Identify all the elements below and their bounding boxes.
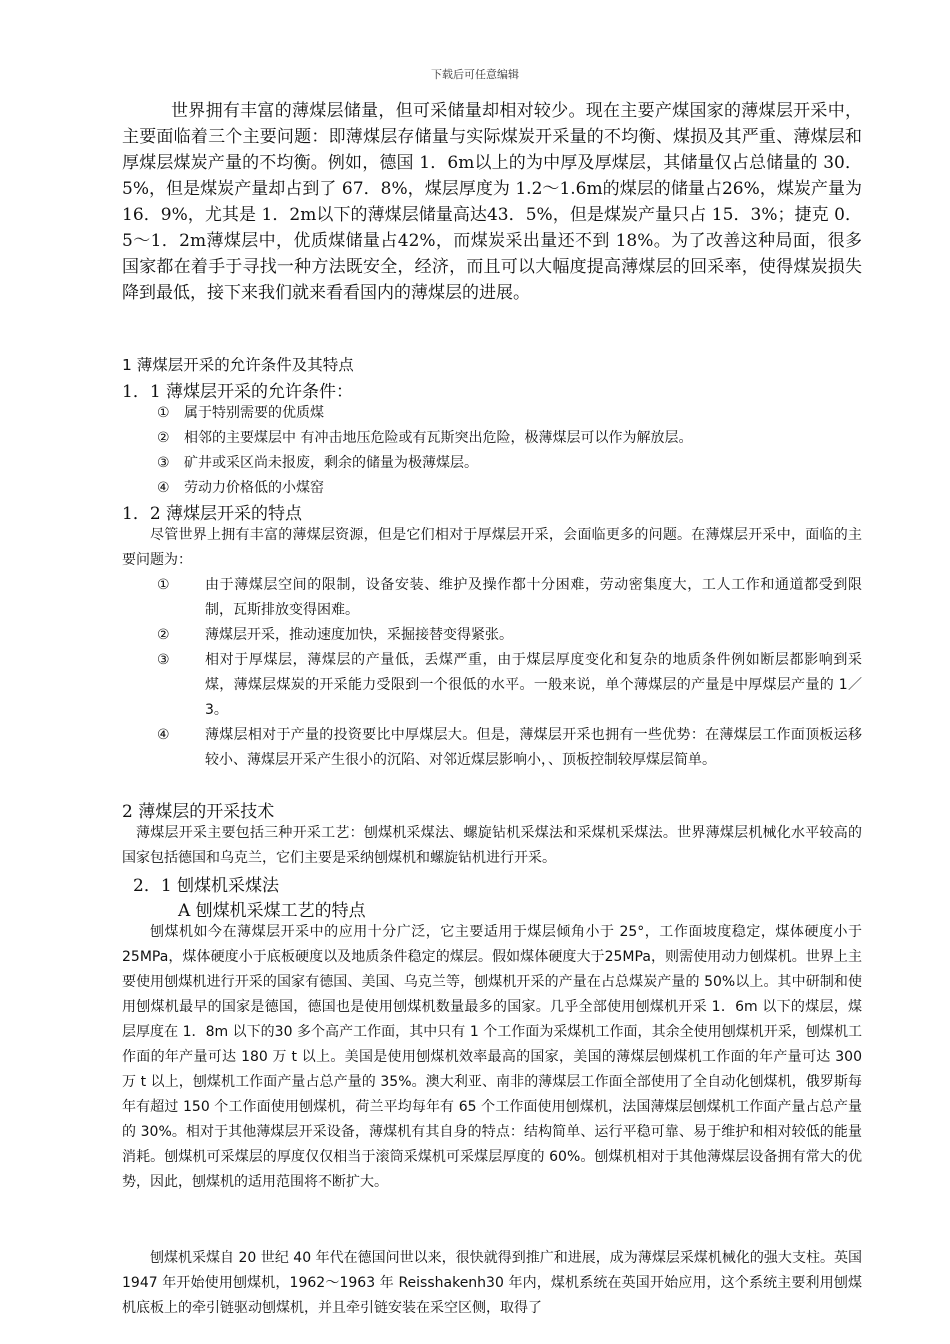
item-text: 薄煤层相对于产量的投资要比中厚煤层大。但是，薄煤层开采也拥有一些优势：在薄煤层工作面顶板运移较小、薄煤层开采产生很小的沉陷、对邻近煤层影响小，、顶板控制较厚煤层简单。 xyxy=(205,727,862,768)
item-marker: ① xyxy=(157,577,170,593)
section-1-2-title: 1．2 薄煤层开采的特点 xyxy=(122,504,303,524)
section-2-title: 2 薄煤层的开采技术 xyxy=(122,802,275,822)
problem-item xyxy=(122,623,862,648)
section-2-1-a-title: A 刨煤机采煤工艺的特点 xyxy=(178,901,366,921)
item-marker: ① xyxy=(157,405,170,421)
item-marker: ③ xyxy=(157,652,170,668)
problem-item xyxy=(122,573,862,623)
section-1-title: 1 薄煤层开采的允许条件及其特点 xyxy=(122,356,354,374)
problem-item xyxy=(122,723,862,798)
section-1-1-title: 1．1 薄煤层开采的允许条件： xyxy=(122,382,354,402)
item-text: 属于特别需要的优质煤 xyxy=(184,405,325,421)
problem-item xyxy=(122,648,862,723)
item-text: 矿井或采区尚未报废，剩余的储量为极薄煤层。 xyxy=(184,455,479,471)
item-marker: ④ xyxy=(157,480,170,496)
condition-item xyxy=(157,427,692,447)
item-marker: ③ xyxy=(157,455,170,471)
item-marker: ② xyxy=(157,430,170,446)
item-text: 相对于厚煤层，薄煤层的产量低，丢煤严重，由于煤层厚度变化和复杂的地质条件例如断层都影响到采煤，薄煤层煤炭的开采能力受限到一个很低的水平。一般来说，单个薄煤层的产量是中厚煤层产量的 1／3。 xyxy=(205,652,862,718)
intro-paragraph: 世界拥有丰富的薄煤层储量，但可采储量却相对较少。现在主要产煤国家的薄煤层开采中，主要面临着三个主要问题：即薄煤层存储量与实际煤炭开采量的不均衡、煤损及其严重、薄煤层和厚煤层煤炭产量的不均衡。例如，德国 1．6m以上的为中厚及厚煤层，其储量仅占总储量的 30．5%，但是煤炭产量却占到了 67．8%，煤层厚度为 1.2～1.6m的煤层的储量占26%，煤炭产量为 16．9%，尤其是 1．2m以下的薄煤层储量高达43．5%，但是煤炭产量只占 15．3%；捷克 0．5～1．2m薄煤层中，优质煤储量占42%，而煤炭采出量还不到 18%。为了改善这种局面，很多国家都在着手于寻找一种方法既安全，经济，而且可以大幅度提高薄煤层的回采率，使得煤炭损失降到最低，接下来我们就来看看国内的薄煤层的进展。 xyxy=(122,101,862,303)
section-2-1-paragraph-2: 刨煤机采煤自 20 世纪 40 年代在德国问世以来，很快就得到推广和进展，成为薄煤层采煤机械化的强大支柱。英国 1947 年开始使用刨煤机，1962～1963 年 Reisshakenh30 年内，煤机系统在英国开始应用，这个系统主要利用刨煤机底板上的牵引链驱动刨煤机，并且牵引链安装在采空区侧，取得了 xyxy=(122,1250,862,1316)
condition-item xyxy=(157,402,324,422)
section-2-1-title: 2．1 刨煤机采煤法 xyxy=(133,876,280,896)
item-text: 相邻的主要煤层中 有冲击地压危险或有瓦斯突出危险，极薄煤层可以作为解放层。 xyxy=(184,430,693,446)
item-text: 薄煤层开采，推动速度加快，采掘接替变得紧张。 xyxy=(205,627,513,643)
section-2-1-paragraph-1: 刨煤机如今在薄煤层开采中的应用十分广泛，它主要适用于煤层倾角小于 25°，工作面坡度稳定，煤体硬度小于 25MPa，煤体硬度小于底板硬度以及地质条件稳定的煤层。假如煤体硬度大于25MPa，则需使用动力刨煤机。世界上主要使用刨煤机进行开采的国家有德国、美国、乌克兰等，刨煤机开采的产量在占总煤炭产量的 50%以上。其中研制和使用刨煤机最早的国家是德国，德国也是使用刨煤机数量最多的国家。几乎全部使用刨煤机开采 1．6m 以下的煤层，煤层厚度在 1．8m 以下的30 多个高产工作面，其中只有 1 个工作面为采煤机工作面，其余全使用刨煤机开采，刨煤机工作面的年产量可达 180 万 t 以上。美国是使用刨煤机效率最高的国家，美国的薄煤层刨煤机工作面的年产量可达 300 万 t 以上，刨煤机工作面产量占总产量的 35%。澳大利亚、南非的薄煤层工作面全部使用了全自动化刨煤机，俄罗斯每年有超过 150 个工作面使用刨煤机，荷兰平均每年有 65 个工作面使用刨煤机，法国薄煤层刨煤机工作面产量占总产量的 30%。相对于其他薄煤层开采设备，薄煤机有其自身的特点：结构简单、运行平稳可靠、易于维护和相对较低的能量消耗。刨煤机可采煤层的厚度仅仅相当于滚筒采煤机可采煤层厚度的 60%。刨煤机相对于其他薄煤层设备拥有常大的优势，因此，刨煤机的适用范围将不断扩大。 xyxy=(122,924,862,1190)
item-text: 由于薄煤层空间的限制，设备安装、维护及操作都十分困难，劳动密集度大，工人工作和通道都受到限制，瓦斯排放变得困难。 xyxy=(205,577,862,618)
condition-item xyxy=(157,477,324,497)
item-marker: ④ xyxy=(157,727,170,743)
item-text: 劳动力价格低的小煤窑 xyxy=(184,480,325,496)
section-2-intro: 薄煤层开采主要包括三种开采工艺：刨煤机采煤法、螺旋钻机采煤法和采煤机采煤法。世界薄煤层机械化水平较高的国家包括德国和乌克兰，它们主要是采纳刨煤机和螺旋钻机进行开采。 xyxy=(122,825,862,866)
page-header: 下载后可任意编辑 xyxy=(431,68,519,81)
condition-item xyxy=(157,452,478,472)
item-marker: ② xyxy=(157,627,170,643)
section-1-2-intro: 尽管世界上拥有丰富的薄煤层资源，但是它们相对于厚煤层开采，会面临更多的问题。在薄煤层开采中，面临的主要问题为： xyxy=(122,527,862,568)
